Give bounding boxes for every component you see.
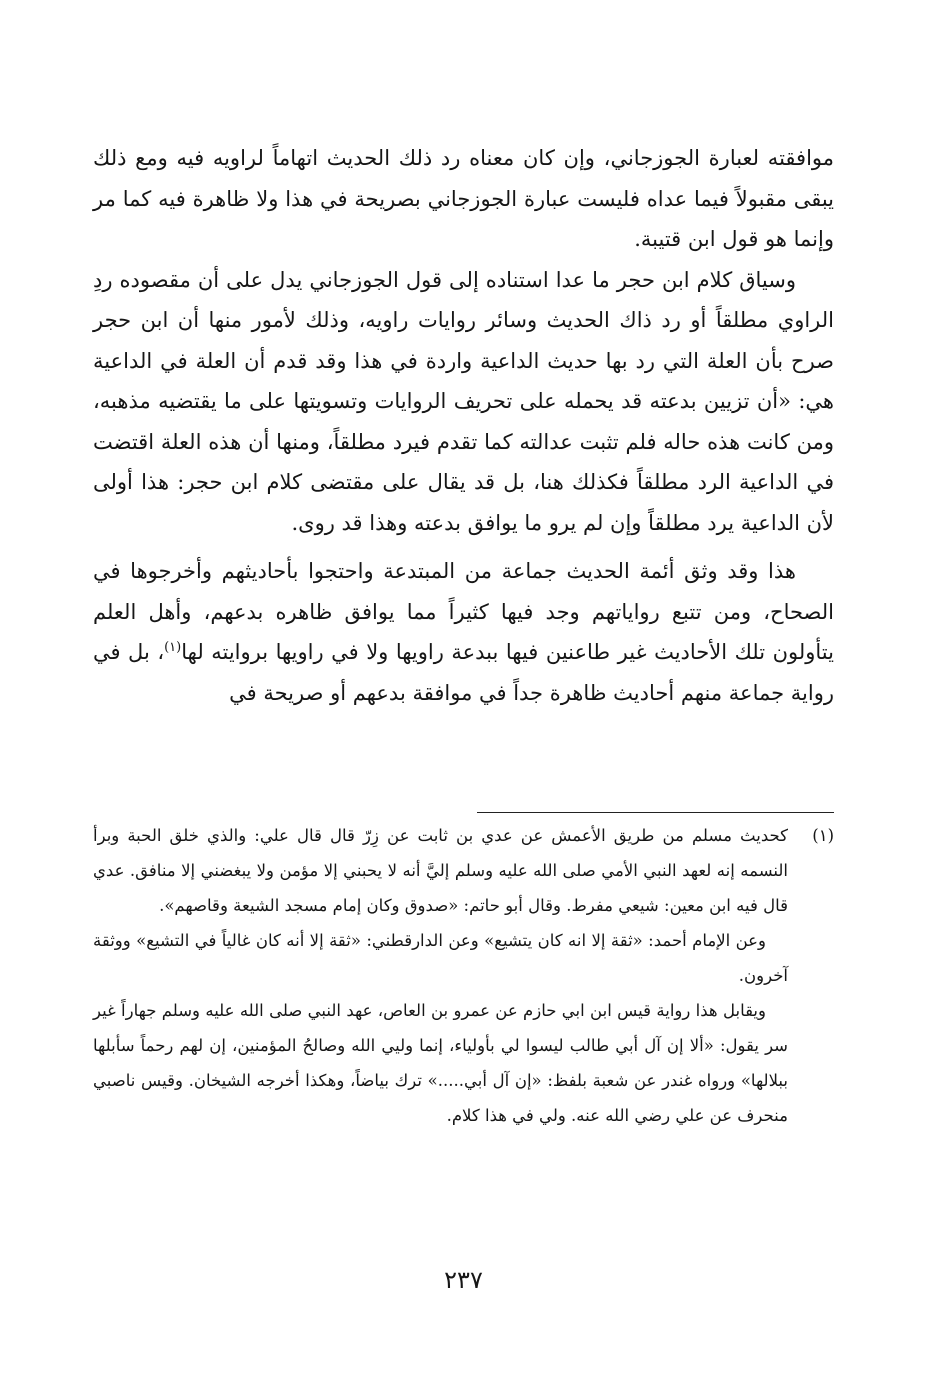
footnote-separator [477, 812, 834, 813]
footnote-block-1 [93, 818, 834, 923]
footnotes [93, 818, 834, 1133]
paragraph-2: وسياق كلام ابن حجر ما عدا استناده إلى قول الجوزجاني يدل على أن مقصوده ردِ الراوي مطلقاً أو رد ذاك الحديث وسائر روايات راويه، وذلك لأمور منها أن ابن حجر صرح بأن العلة التي رد بها حديث الداعية واردة في هذا وقد قدم أن العلة في الداعية هي: «أن تزيين بدعته قد يحمله على تحريف الروايات وتسويتها على ما يقتضيه مذهبه، ومن كانت هذه حاله فلم تثبت عدالته كما تقدم فيرد مطلقاً، ومنها أن هذه العلة اقتضت في الداعية الرد مطلقاً فكذلك هنا، بل قد يقال على مقتضى كلام ابن حجر: هذا أولى لأن الداعية يرد مطلقاً وإن لم يرو ما يوافق بدعته وهذا قد روى. [93, 267, 834, 535]
paragraph-3-text-before: هذا وقد وثق أئمة الحديث جماعة من المبتدعة واحتجوا بأحاديثهم وأخرجوها في الصحاح، ومن تتبع رواياتهم وجد فيها كثيراً مما يوافق ظاهره بدعهم، وأهل العلم يتأولون تلك الأحاديث غير طاعنين فيها ببدعة راويها ولا في راويها بروايته لها [93, 559, 834, 664]
paragraph-1: موافقته لعبارة الجوزجاني، وإن كان معناه رد ذلك الحديث اتهاماً لراويه فيه ومع ذلك يبقى مقبولاً فيما عداه فليست عبارة الجوزجاني بصريحة في هذا ولا ظاهرة فيه كما مر وإنما هو قول ابن قتيبة. [93, 146, 835, 251]
paragraph-3-text-after: ، بل في رواية جماعة منهم أحاديث ظاهرة جداً في موافقة بدعهم أو صريحة في [93, 640, 834, 705]
footnote-block-1-text: كحديث مسلم من طريق الأعمش عن عدي بن ثابت عن زِرّ قال قال علي: والذي خلق الحبة وبرأ النسمه إنه لعهد النبي الأمي صلى الله عليه وسلم إليَّ أنه لا يحبني إلا مؤمن ولا يبغضني إلا منافق. عدي قال فيه ابن معين: شيعي مفرط. وقال أبو حاتم: «صدوق وكان إمام مسجد الشيعة وقاصهم». [93, 826, 788, 915]
footnote-number: (١) [812, 826, 834, 845]
page-number: ٢٣٧ [444, 1266, 483, 1294]
footnote-reference: (١) [164, 640, 182, 655]
paragraph-3 [93, 551, 834, 713]
footnote-block-2: وعن الإمام أحمد: «ثقة إلا انه كان يتشيع» وعن الدارقطني: «ثقة إلا أنه كان غالياً في التشيع» ووثقة آخرون. [93, 931, 788, 985]
main-text [93, 138, 834, 713]
footnote-block-3: ويقابل هذا رواية قيس ابن ابي حازم عن عمرو بن العاص، عهد النبي صلى الله عليه وسلم جهاراً غير سر يقول: «ألا إن آل أبي طالب ليسوا لي بأولياء، إنما وليي الله وصالحُ المؤمنين، إن لهم رحماً سأبلها ببلالها» ورواه غندر عن شعبة بلفظ: «إن آل أبي.....» ترك بياضاً، وهكذا أخرجه الشيخان. وقيس ناصبي منحرف عن علي رضي الله عنه. ولي في هذا كلام. [93, 1001, 788, 1125]
